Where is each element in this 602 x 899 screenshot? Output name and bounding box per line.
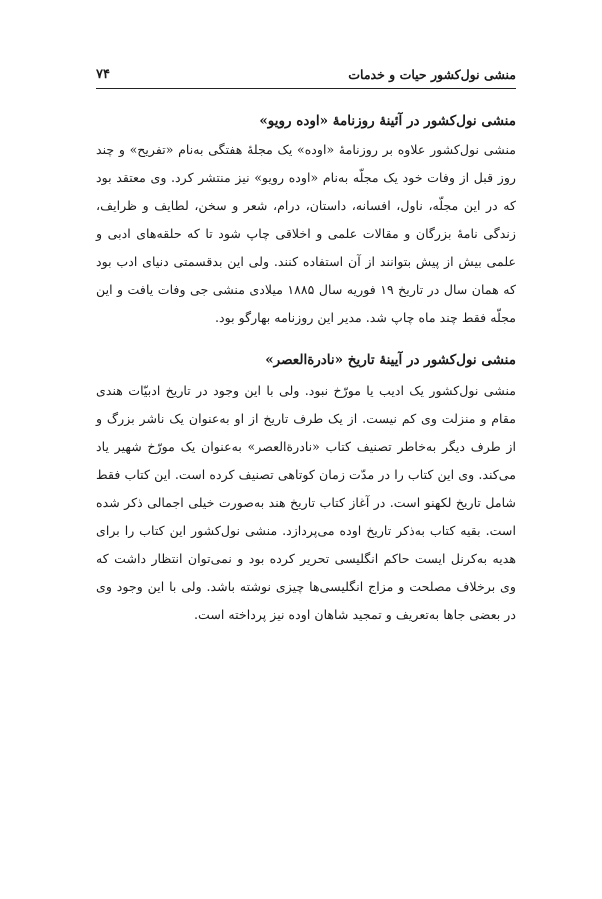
section-paragraph-nadirat-ul-asr: منشی نول‌کشور یک ادیب یا مورّخ نبود. ولی با این وجود در تاریخ ادبیّات هندی مقام و منزلت وی کم نیست. از یک طرف تاریخ از او به‌عنوان یک ناشر بزرگ و از طرف دیگر به‌خاطر تصنیف کتاب «نادرةالعصر» به‌عنوان یک مورّخ شهیر یاد می‌کند. وی این کتاب را در مدّت زمان کوتاهی تصنیف کرده است. این کتاب فقط شامل تاریخ لکهنو است. در آغاز کتاب تاریخ هند به‌صورت خیلی اجمالی ذکر شده است. بقیه کتاب به‌ذکر تاریخ اوده می‌پردازد. منشی نول‌کشور این کتاب را برای هدیه به‌کرنل ایست حاکم انگلیسی تحریر کرده بود و نمی‌توان انتظار داشت که وی برخلاف مصلحت و مزاج انگلیسی‌ها چیزی نوشته باشد. ولی با این وجود وی در بعضی جاها به‌تعریف و تمجید شاهان اوده نیز پرداخته است. bbox=[96, 383, 516, 622]
running-head bbox=[96, 60, 516, 89]
section-heading-nadirat-ul-asr: منشی نول‌کشور در آیینهٔ تاریخ «نادرةالعصر» bbox=[265, 352, 516, 368]
running-head-title: منشی نول‌کشور حیات و خدمات bbox=[348, 67, 516, 82]
book-page bbox=[96, 60, 516, 860]
page-number: ۷۴ bbox=[96, 67, 110, 82]
section-paragraph-oudh-review: منشی نول‌کشور علاوه بر روزنامهٔ «اوده» یک مجلهٔ هفتگی به‌نام «تفریح» و چند روز قبل از وفات خود یک مجلّه به‌نام «اوده رویو» نیز منتشر کرد. وی معتقد بود که در این مجلّه، ناول، افسانه، داستان، درام، شعر و سخن، لطایف و ظرایف، زندگی نامهٔ بزرگان و مقالات علمی و اخلاقی چاپ شود تا که حلقه‌های ادبی و علمی بیش از پیش بتوانند از آن استفاده کنند. ولی این بدقسمتی دنیای ادب بود که همان سال در تاریخ ۱۹ فوریه سال ۱۸۸۵ میلادی منشی جی وفات یافت و این مجلّه فقط چند ماه چاپ شد. مدیر این روزنامه بهارگو بود. bbox=[96, 142, 516, 325]
section-heading-oudh-review: منشی نول‌کشور در آئینهٔ روزنامهٔ «اوده رویو» bbox=[259, 113, 516, 129]
